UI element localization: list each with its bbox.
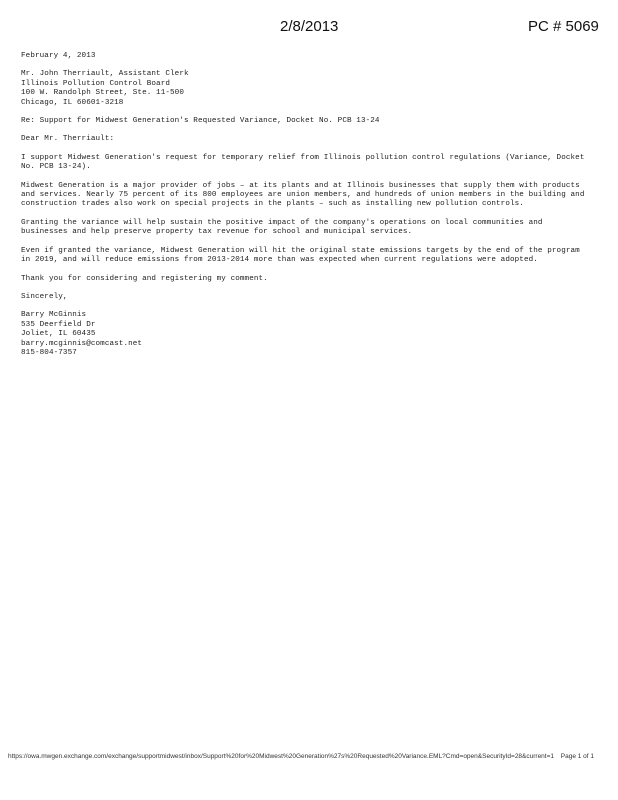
signature-phone: 815-804-7357: [21, 348, 77, 357]
paragraph: Thank you for considering and registering my comment.: [21, 274, 268, 283]
recipient-line: Chicago, IL 60601-3218: [21, 98, 124, 107]
salutation: Dear Mr. Therriault:: [21, 135, 115, 144]
paragraph: Midwest Generation is a major provider of jobs – at its plants and at Illinois businesses that supply them with products and services. Nearly 75 percent of its 800 employees are union members, and hundreds of union members in the building and construction trades also work on special projects in the plants – such as installing new pollution controls.: [21, 181, 585, 209]
paragraph: Even if granted the variance, Midwest Generation will hit the original state emissions targets by the end of the program in 2019, and will reduce emissions from 2013-2014 more than was expected when current regulations were adopted.: [21, 246, 580, 265]
paragraph: I support Midwest Generation's request for temporary relief from Illinois pollution control regulations (Variance, Docket No. PCB 13-24).: [21, 153, 585, 172]
letter-body: [21, 52, 591, 358]
recipient-line: Mr. John Therriault, Assistant Clerk: [21, 70, 189, 79]
header-date: 2/8/2013: [280, 18, 339, 35]
footer-url: https://owa.mwgen.exchange.com/exchange/supportmidwest/inbox/Support%20for%20Midwest%20Generation%27s%20Requested%20Variance.EML?Cmd=open&SecurityId=28&current=1: [8, 753, 555, 760]
paragraph: Granting the variance will help sustain the positive impact of the company's operations on local communities and businesses and help preserve property tax revenue for school and municipal services.: [21, 218, 543, 237]
public-comment-number: PC # 5069: [528, 18, 599, 35]
recipient-address: [21, 70, 591, 108]
footer-page-number: Page 1 of 1: [560, 753, 594, 760]
print-footer: [8, 753, 608, 760]
signature-line: Barry McGinnis: [21, 311, 87, 320]
recipient-line: Illinois Pollution Control Board: [21, 79, 171, 88]
signature-line: 535 Deerfield Dr: [21, 320, 96, 329]
subject-line: Re: Support for Midwest Generation's Requested Variance, Docket No. PCB 13-24: [21, 117, 380, 126]
closing: Sincerely,: [21, 292, 68, 301]
signature-email: barry.mcginnis@comcast.net: [21, 339, 143, 348]
recipient-line: 100 W. Randolph Street, Ste. 11-500: [21, 89, 184, 98]
letter-date: February 4, 2013: [21, 52, 96, 60]
signature-block: [21, 311, 591, 358]
signature-line: Joliet, IL 60435: [21, 330, 96, 339]
